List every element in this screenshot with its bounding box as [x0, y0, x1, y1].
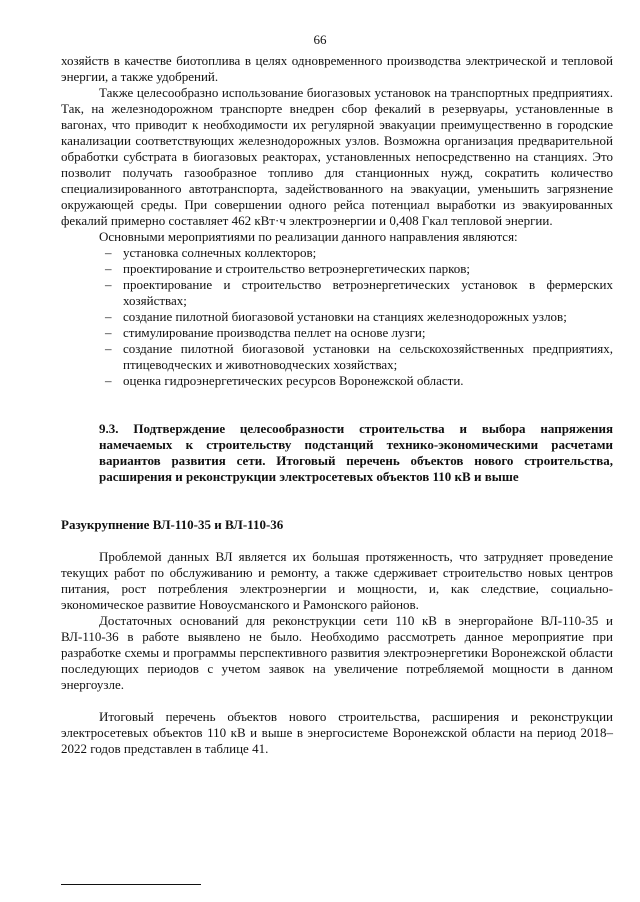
dash-bullet: – [105, 277, 112, 292]
list-item [61, 245, 613, 261]
dash-bullet: – [105, 261, 112, 276]
dash-bullet: – [105, 309, 112, 324]
dash-bullet: – [105, 245, 112, 260]
list-item-text: проектирование и строительство ветроэнергетических парков; [123, 261, 470, 276]
footnote-divider [61, 884, 201, 885]
list-item [61, 277, 613, 309]
paragraph-summary: Итоговый перечень объектов нового строительства, расширения и реконструкции электросетевых объектов 110 кВ и выше в энергосистеме Воронежской области на период 2018–2022 годов представлен в таблице 41. [61, 709, 613, 756]
list-item-text: стимулирование производства пеллет на основе лузги; [123, 325, 426, 340]
paragraph-measures-intro: Основными мероприятиями по реализации данного направления являются: [99, 229, 518, 244]
measures-list [61, 245, 613, 389]
paragraph-continuation: хозяйств в качестве биотоплива в целях одновременного производства электрической и тепловой энергии, а также удобрений. [61, 53, 613, 84]
dash-bullet: – [105, 341, 112, 356]
document-body [61, 53, 613, 757]
paragraph-reconstruction: Достаточных оснований для реконструкции сети 110 кВ в энергорайоне ВЛ-110-35 и ВЛ-110-36 в работе выявлено не было. Необходимо рассмотреть данное мероприятие при разработке схемы и программы перспективного развития электроэнергетики Воронежской области последующих периодов с учетом заявок на увеличение потребляемой мощности в данном энергоузле. [61, 613, 613, 692]
list-item [61, 261, 613, 277]
spacer [61, 693, 613, 709]
list-item [61, 373, 613, 389]
page-number: 66 [313, 32, 327, 47]
dash-bullet: – [105, 325, 112, 340]
dash-bullet: – [105, 373, 112, 388]
section-heading: 9.3. Подтверждение целесообразности строительства и выбора напряжения намечаемых к строительству подстанций технико-экономическими расчетами вариантов развития сети. Итоговый перечень объектов нового строительства, расширения и реконструкции электросетевых объектов 110 кВ и выше [99, 421, 613, 484]
list-item [61, 309, 613, 325]
list-item-text: установка солнечных коллекторов; [123, 245, 317, 260]
list-item-text: создание пилотной биогазовой установки на станциях железнодорожных узлов; [123, 309, 567, 324]
list-item-text: создание пилотной биогазовой установки на сельскохозяйственных предприятиях, птицеводческих и животноводческих хозяйствах; [123, 341, 613, 372]
paragraph-biogas-transport: Также целесообразно использование биогазовых установок на транспортных предприятиях. Так, на железнодорожном транспорте внедрен сбор фекалий в резервуары, установленные в вагонах, что приводит к необходимости их регулярной эвакуации преимущественно в городские канализации соответствующих железнодорожных узлов. Возможна организация предварительной обработки субстрата в биогазовых реакторах, установленных непосредственно на станциях. Это позволит получать газообразное топливо для станционных нужд, сократить количество специализированного автотранспорта, задействованного на эвакуации, уменьшить загрязнение окружающей среды. При совершении одного рейса потенциал выработки из эвакуированных фекалий примерно составляет 462 кВт·ч электроэнергии и 0,408 Гкал тепловой энергии. [61, 85, 613, 228]
list-item [61, 325, 613, 341]
list-item-text: оценка гидроэнергетических ресурсов Воронежской области. [123, 373, 464, 388]
subheading: Разукрупнение ВЛ-110-35 и ВЛ-110-36 [61, 517, 284, 532]
list-item [61, 341, 613, 373]
paragraph-problem: Проблемой данных ВЛ является их большая протяженность, что затрудняет проведение текущих работ по обслуживанию и ремонту, а также сдерживает строительство новых центров питания, рост потребления электроэнергии и мощности, и, как следствие, социально-экономическое развитие Новоусманского и Рамонского районов. [61, 549, 613, 612]
list-item-text: проектирование и строительство ветроэнергетических установок в фермерских хозяйствах; [123, 277, 613, 308]
